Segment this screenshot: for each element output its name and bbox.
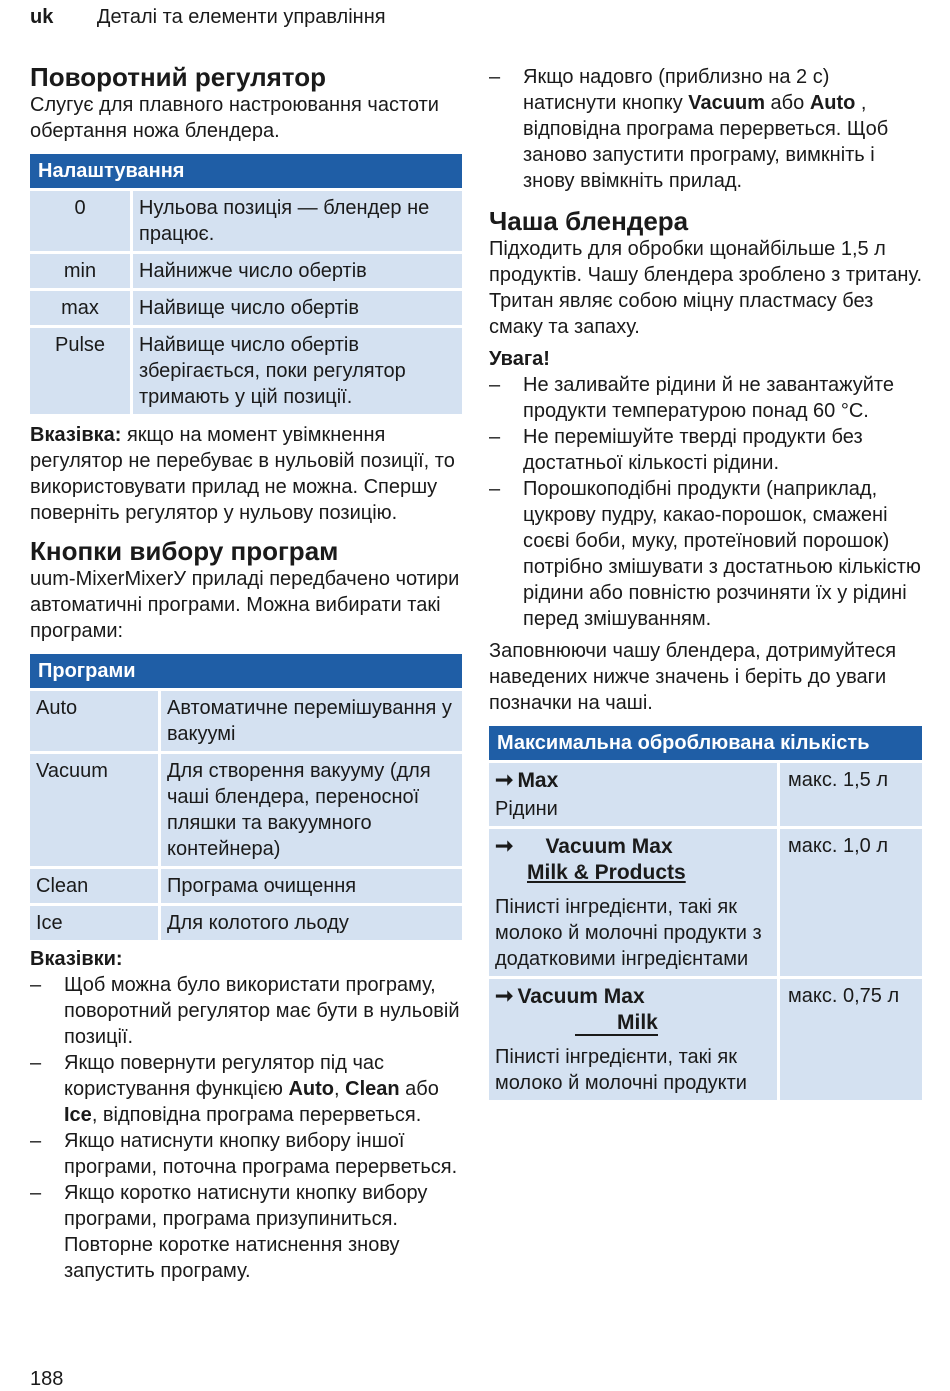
table-row [30, 751, 462, 866]
list-item: – Не перемішуйте тверді продукти без достатньої кількості рідини. [489, 424, 922, 476]
program-value: Для створення вакууму (для чаші блендера, переносної пляшки та вакуумного контейнера) [158, 751, 462, 866]
table-row [30, 251, 462, 288]
table-row [30, 288, 462, 325]
marking-desc: Рідини [495, 798, 558, 820]
list-item: – Якщо надовго (приблизно на 2 с) натиснути кнопку Vacuum або Auto , відповідна програма перерветься. Щоб заново запустити програму, вимкніть і знову ввімкніть прилад. [489, 64, 922, 194]
marking-name-2: Milk & Products [527, 861, 686, 884]
program-value: Для колотого льоду [158, 903, 462, 940]
warnings-list [489, 372, 922, 632]
setting-value: Найнижче число обертів [130, 251, 462, 288]
knob-intro: Слугує для плавного настроювання частоти обертання ножа блендера. [30, 94, 439, 142]
language-code: uk [30, 6, 54, 28]
program-value: Автоматичне перемішування у вакуумі [158, 688, 462, 751]
table-row [30, 325, 462, 414]
list-item: – Якщо повернути регулятор під час користування функцією Auto, Clean або Ice, відповідна програма перерветься. [30, 1050, 462, 1128]
marking-name: Vacuum Max [545, 835, 673, 858]
setting-value: Найвище число обертів [130, 288, 462, 325]
program-key: Vacuum [30, 751, 158, 866]
warning-label: Увага! [489, 348, 550, 370]
note-text: якщо на момент увімкнення регулятор не перебуває в нульовій позиції, то використовувати прилад не можна. Спершу поверніть регулятор у нульову позицію. [30, 424, 455, 524]
bowl-heading: Чаша блендера [489, 206, 689, 236]
knob-heading: Поворотний регулятор [30, 62, 326, 92]
left-column [30, 62, 462, 1284]
list-item: – Якщо коротко натиснути кнопку вибору програми, програма призупиниться. Повторне коротке натиснення знову запустить програму. [30, 1180, 462, 1284]
section-title: Деталі та елементи управління [96, 6, 386, 28]
table-row [489, 760, 922, 826]
fill-instructions: Заповнюючи чашу блендера, дотримуйтеся наведених нижче значень і беріть до уваги позначки на чаші. [489, 640, 897, 714]
table-row [30, 688, 462, 751]
marking-desc: Пінисті інгредієнти, такі як молоко й молочні продукти з додатковими інгредієнтами [495, 896, 762, 970]
arrow-icon: ➞ [495, 833, 514, 858]
programs-table [30, 654, 462, 940]
program-key: Clean [30, 866, 158, 903]
arrow-icon: ➞ [495, 767, 514, 792]
setting-key: Pulse [30, 325, 130, 414]
right-column [489, 64, 922, 1100]
max-quantity-table [489, 726, 922, 1100]
note-label: Вказівка: [30, 424, 122, 446]
page-header [30, 6, 386, 29]
page-number: 188 [30, 1368, 64, 1390]
program-value: Програма очищення [158, 866, 462, 903]
setting-key: max [30, 288, 130, 325]
list-item: – Порошкоподібні продукти (наприклад, цукрову пудру, какао-порошок, смажені соєві боби, муку, протеїновий порошок) потрібно змішувати з достатньою кількістю рідини або повністю розчиняти їх у рідині перед змішуванням. [489, 476, 922, 632]
table-row [489, 976, 922, 1100]
settings-table-header: Налаштування [30, 154, 462, 188]
marking-cell [489, 760, 777, 826]
setting-value: Найвище число обертів зберігається, поки регулятор тримають у цій позиції. [130, 325, 462, 414]
program-notes-list-cont [489, 64, 922, 194]
setting-key: 0 [30, 188, 130, 251]
setting-key: min [30, 251, 130, 288]
knob-note [30, 422, 462, 526]
settings-table [30, 154, 462, 414]
marking-name-2: Milk [575, 1011, 658, 1036]
programs-table-header: Програми [30, 654, 462, 688]
table-row [30, 188, 462, 251]
program-notes-list [30, 972, 462, 1284]
max-value: макс. 0,75 л [777, 976, 922, 1100]
list-item: – Не заливайте рідини й не завантажуйте продукти температурою понад 60 °C. [489, 372, 922, 424]
table-row [30, 903, 462, 940]
list-item: – Щоб можна було використати програму, поворотний регулятор має бути в нульовій позиції. [30, 972, 462, 1050]
programs-heading: Кнопки вибору програм [30, 536, 339, 566]
marking-cell [489, 976, 777, 1100]
marking-name: Vacuum Max [517, 985, 645, 1008]
program-key: Ice [30, 903, 158, 940]
marking-cell [489, 826, 777, 976]
table-row [30, 866, 462, 903]
arrow-icon: ➞ [495, 983, 514, 1008]
list-item: – Якщо натиснути кнопку вибору іншої програми, поточна програма перерветься. [30, 1128, 462, 1180]
max-quantity-header: Максимальна оброблювана кількість [489, 726, 922, 760]
marking-name: Max [517, 769, 559, 792]
marking-desc: Пінисті інгредієнти, такі як молоко й молочні продукти [495, 1046, 747, 1094]
setting-value: Нульова позиція — блендер не працює. [130, 188, 462, 251]
table-row [489, 826, 922, 976]
program-key: Auto [30, 688, 158, 751]
bowl-intro: Підходить для обробки щонайбільше 1,5 л продуктів. Чашу блендера зроблено з тритану. Тритан являє собою міцну пластмасу без смаку та запаху. [489, 238, 922, 338]
max-value: макс. 1,5 л [777, 760, 922, 826]
notes-label: Вказівки: [30, 948, 123, 970]
max-value: макс. 1,0 л [777, 826, 922, 976]
programs-intro: uum-MixerMixerУ приладі передбачено чотири автоматичні програми. Можна вибирати такі програми: [30, 568, 460, 642]
